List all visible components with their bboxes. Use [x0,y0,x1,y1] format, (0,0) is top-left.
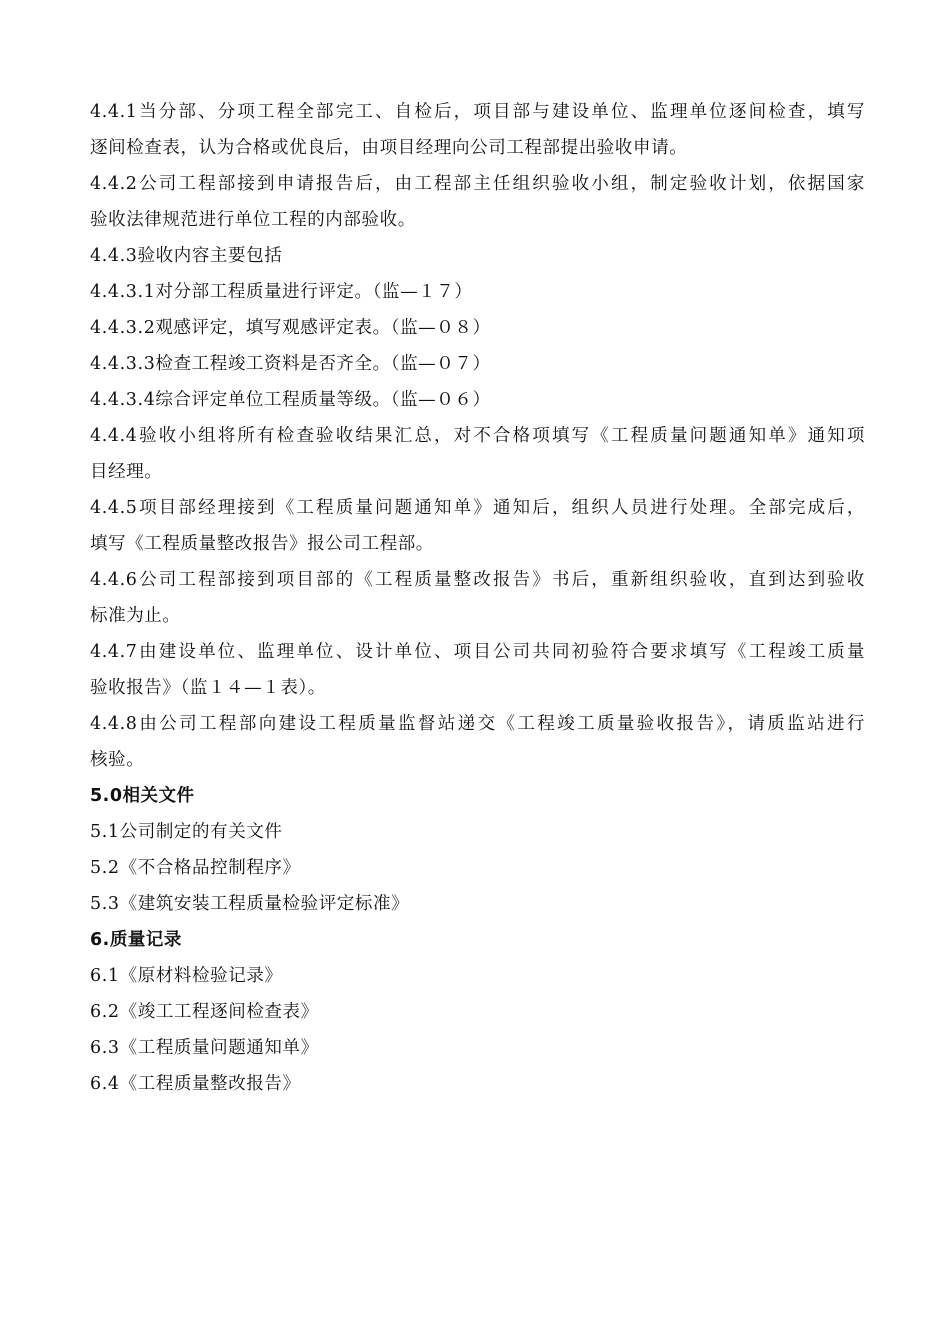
paragraph-line: 验收法律规范进行单位工程的内部验收。 [90,210,416,230]
paragraph-4-4-4 [90,418,865,490]
paragraph-4-4-2 [90,166,865,238]
paragraph-line: 4.4.5项目部经理接到《工程质量问题通知单》通知后，组织人员进行处理。全部完成后， [90,498,865,518]
list-item: 6.2《竣工工程逐间检查表》 [90,1002,319,1022]
paragraph-4-4-8 [90,706,865,778]
list-item: 6.4《工程质量整改报告》 [90,1074,301,1094]
paragraph-line: 逐间检查表，认为合格或优良后，由项目经理向公司工程部提出验收申请。 [90,138,688,158]
list-item: 5.3《建筑安装工程质量检验评定标准》 [90,894,410,914]
paragraph-4-4-7 [90,634,865,706]
paragraph-4-4-3: 4.4.3验收内容主要包括 [90,246,283,266]
list-item: 6.3《工程质量问题通知单》 [90,1038,319,1058]
paragraph-line: 4.4.4验收小组将所有检查验收结果汇总，对不合格项填写《工程质量问题通知单》通知项 [90,426,865,446]
paragraph-line: 核验。 [90,750,145,770]
list-item: 5.1公司制定的有关文件 [90,822,283,842]
paragraph-line: 填写《工程质量整改报告》报公司工程部。 [90,534,434,554]
paragraph-line: 4.4.1当分部、分项工程全部完工、自检后，项目部与建设单位、监理单位逐间检查，填写 [90,102,865,122]
paragraph-line: 4.4.7由建设单位、监理单位、设计单位、项目公司共同初验符合要求填写《工程竣工质量 [90,642,865,662]
paragraph-line: 4.4.6公司工程部接到项目部的《工程质量整改报告》书后，重新组织验收，直到达到验收 [90,570,865,590]
paragraph-line: 标准为止。 [90,606,181,626]
paragraph-line: 验收报告》（监１４—１表）。 [90,678,326,698]
section-heading-quality-records: 6.质量记录 [90,930,182,950]
paragraph-4-4-3-3: 4.4.3.3检查工程竣工资料是否齐全。（监—０７） [90,354,491,374]
paragraph-4-4-3-1: 4.4.3.1对分部工程质量进行评定。（监—１７） [90,282,473,302]
paragraph-line: 目经理。 [90,462,163,482]
paragraph-4-4-1 [90,94,865,166]
section-heading-related-documents: 5.0相关文件 [90,786,195,806]
paragraph-4-4-6 [90,562,865,634]
list-item: 6.1《原材料检验记录》 [90,966,283,986]
paragraph-line: 4.4.8由公司工程部向建设工程质量监督站递交《工程竣工质量验收报告》，请质监站进行 [90,714,865,734]
list-item: 5.2《不合格品控制程序》 [90,858,301,878]
paragraph-4-4-3-2: 4.4.3.2观感评定，填写观感评定表。（监—０８） [90,318,491,338]
paragraph-4-4-5 [90,490,865,562]
paragraph-line: 4.4.2公司工程部接到申请报告后，由工程部主任组织验收小组，制定验收计划，依据国家 [90,174,865,194]
document-body [90,94,865,1102]
paragraph-4-4-3-4: 4.4.3.4综合评定单位工程质量等级。（监—０６） [90,390,491,410]
